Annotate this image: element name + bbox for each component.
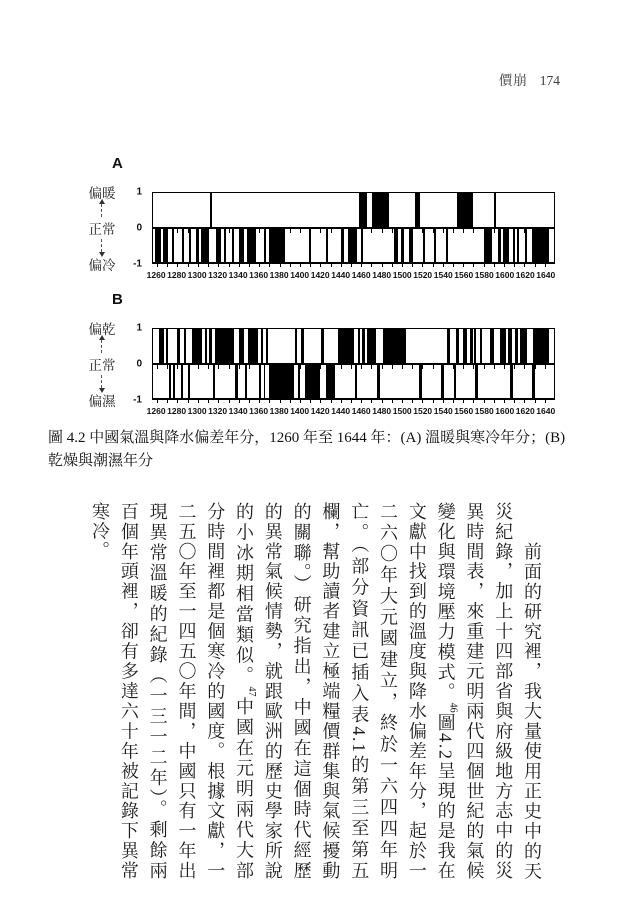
axis-tick — [402, 365, 403, 369]
axis-tick — [514, 263, 515, 267]
axis-tick — [361, 263, 362, 267]
axis-tick — [524, 365, 525, 369]
x-tick-label: 1320 — [208, 406, 228, 416]
anomaly-bar — [508, 329, 512, 364]
x-tick-label: 1280 — [167, 270, 187, 280]
axis-tick — [371, 263, 372, 267]
axis-tick — [177, 229, 178, 233]
axis-tick — [218, 365, 219, 369]
axis-tick — [269, 399, 270, 403]
anomaly-bar — [494, 193, 496, 228]
x-tick-label: 1360 — [249, 406, 269, 416]
axis-tick — [402, 399, 403, 403]
anomaly-bar — [215, 329, 233, 364]
axis-tick — [167, 263, 168, 267]
axis-tick — [188, 365, 189, 369]
anomaly-bar — [415, 193, 420, 228]
axis-tick — [433, 365, 434, 369]
axis-tick — [269, 365, 270, 369]
anomaly-bar — [447, 329, 450, 364]
axis-tick — [310, 365, 311, 369]
axis-tick — [280, 399, 281, 403]
axis-tick — [239, 229, 240, 233]
arrow-down-icon — [101, 375, 102, 388]
axis-tick — [320, 365, 321, 369]
axis-tick — [177, 399, 178, 403]
axis-tick — [167, 229, 168, 233]
x-tick-label: 1560 — [454, 406, 474, 416]
axis-tick — [157, 399, 158, 403]
chart-a-y-values — [126, 186, 144, 270]
axis-tick — [371, 399, 372, 403]
axis-tick — [290, 365, 291, 369]
footnote-reference: 47 — [246, 686, 258, 697]
anomaly-bar — [166, 329, 168, 364]
figure-caption-line-2: 乾燥與潮濕年分 — [48, 453, 154, 469]
axis-tick — [402, 263, 403, 267]
axis-tick — [167, 399, 168, 403]
arrow-up-icon — [101, 340, 102, 353]
axis-tick — [229, 263, 230, 267]
y-label-normal: 正常 — [88, 222, 116, 237]
axis-tick — [239, 263, 240, 267]
x-tick-label: 1340 — [228, 406, 248, 416]
axis-tick — [504, 365, 505, 369]
axis-tick — [392, 365, 393, 369]
chart-b-dry-band — [153, 329, 554, 364]
x-tick-label: 1460 — [351, 406, 371, 416]
axis-tick — [310, 399, 311, 403]
axis-tick — [208, 365, 209, 369]
axis-tick — [382, 229, 383, 233]
anomaly-bar — [192, 329, 202, 364]
y-value-zero: 0 — [136, 222, 142, 234]
arrow-up-icon — [101, 204, 102, 217]
running-header — [430, 69, 560, 89]
axis-tick — [545, 365, 546, 369]
axis-tick — [361, 229, 362, 233]
axis-tick — [463, 365, 464, 369]
axis-tick — [504, 229, 505, 233]
x-tick-label: 1460 — [351, 270, 371, 280]
anomaly-bar — [515, 329, 518, 364]
chart-b-y-axis — [84, 322, 120, 409]
axis-tick — [188, 399, 189, 403]
axis-tick — [453, 365, 454, 369]
y-value-minus-one: -1 — [133, 394, 142, 406]
axis-tick — [218, 229, 219, 233]
axis-tick — [218, 399, 219, 403]
x-tick-label: 1540 — [433, 270, 453, 280]
axis-tick — [259, 365, 260, 369]
chart-a-temperature — [0, 157, 634, 289]
anomaly-bar — [474, 329, 476, 364]
axis-tick — [473, 399, 474, 403]
axis-tick — [514, 399, 515, 403]
body-text-run: 圖4.2呈現的是我在文獻中找到的溫度與降水偏差年分，起於一二六〇年大元國建立，終於一六四四年明亡。（部分資訊已插入表4.1的第三至第五欄，幫助讀者建立極端糧價群集與氣候擾動的關聯。）研究指出，中國在這個時代經歷的異常氣候情勢，就跟歐洲的歷史學家所說的小冰期相當類似。 — [234, 502, 456, 882]
axis-tick — [208, 229, 209, 233]
axis-tick — [545, 229, 546, 233]
anomaly-bar — [266, 329, 268, 364]
axis-tick — [422, 399, 423, 403]
axis-tick — [300, 365, 301, 369]
axis-tick — [351, 399, 352, 403]
axis-tick — [412, 399, 413, 403]
axis-tick — [249, 263, 250, 267]
axis-tick — [433, 229, 434, 233]
y-value-zero: 0 — [136, 358, 142, 370]
x-tick-label: 1480 — [372, 406, 392, 416]
chart-a-x-tick-labels — [146, 270, 556, 281]
axis-tick — [463, 229, 464, 233]
axis-tick — [249, 365, 250, 369]
anomaly-bar — [295, 329, 297, 364]
axis-tick — [300, 229, 301, 233]
anomaly-bar — [456, 329, 459, 364]
axis-tick — [300, 263, 301, 267]
axis-tick — [208, 399, 209, 403]
axis-tick — [361, 365, 362, 369]
y-label-warm: 偏暖 — [88, 186, 116, 201]
anomaly-bar — [383, 329, 406, 364]
axis-tick — [371, 229, 372, 233]
axis-tick — [535, 229, 536, 233]
anomaly-bar — [533, 329, 549, 364]
axis-tick — [453, 229, 454, 233]
axis-tick — [484, 399, 485, 403]
axis-tick — [412, 229, 413, 233]
body-paragraph — [85, 502, 546, 881]
axis-tick — [382, 263, 383, 267]
axis-tick — [320, 399, 321, 403]
anomaly-bar — [463, 329, 467, 364]
x-tick-label: 1260 — [146, 406, 166, 416]
axis-tick — [412, 263, 413, 267]
anomaly-bar — [362, 329, 365, 364]
y-label-wet: 偏濕 — [88, 394, 116, 409]
body-text-run: 前面的研究裡，我大量使用正史中的天災紀錄，加上十四部省與府級地方志中的災異時間表，來重建元明兩代四個世紀的氣候變化與環境壓力模式。 — [435, 502, 542, 881]
x-tick-label: 1420 — [310, 270, 330, 280]
axis-tick — [382, 365, 383, 369]
x-tick-label: 1280 — [167, 406, 187, 416]
anomaly-bar — [457, 193, 473, 228]
chart-a-y-axis — [84, 186, 120, 273]
axis-tick — [443, 365, 444, 369]
axis-tick — [494, 365, 495, 369]
axis-tick — [198, 229, 199, 233]
chart-b-mid-ticks — [153, 365, 554, 370]
axis-tick — [269, 229, 270, 233]
axis-tick — [463, 399, 464, 403]
x-tick-label: 1440 — [331, 406, 351, 416]
chart-b-x-tick-labels — [146, 406, 556, 417]
axis-tick — [280, 229, 281, 233]
axis-tick — [157, 365, 158, 369]
axis-tick — [524, 263, 525, 267]
anomaly-bar — [261, 329, 263, 364]
axis-tick — [290, 229, 291, 233]
axis-tick — [177, 365, 178, 369]
axis-tick — [535, 399, 536, 403]
page-number: 174 — [539, 73, 560, 88]
axis-tick — [443, 229, 444, 233]
axis-tick — [249, 399, 250, 403]
anomaly-bar — [239, 329, 244, 364]
x-tick-label: 1400 — [290, 270, 310, 280]
axis-tick — [229, 365, 230, 369]
arrow-down-icon — [101, 239, 102, 252]
y-label-cold: 偏冷 — [88, 258, 116, 273]
axis-tick — [484, 229, 485, 233]
axis-tick — [239, 399, 240, 403]
x-tick-label: 1360 — [249, 270, 269, 280]
x-tick-label: 1300 — [187, 406, 207, 416]
anomaly-bar — [184, 329, 186, 364]
x-tick-label: 1600 — [495, 270, 515, 280]
axis-tick — [524, 399, 525, 403]
axis-tick — [545, 263, 546, 267]
axis-tick — [280, 263, 281, 267]
anomaly-bar — [210, 193, 212, 228]
x-tick-label: 1540 — [433, 406, 453, 416]
anomaly-bar — [520, 329, 527, 364]
axis-tick — [412, 365, 413, 369]
anomaly-bar — [248, 329, 258, 364]
axis-tick — [157, 229, 158, 233]
axis-tick — [494, 263, 495, 267]
axis-tick — [535, 263, 536, 267]
axis-tick — [331, 365, 332, 369]
anomaly-bar — [500, 329, 506, 364]
axis-tick — [259, 399, 260, 403]
x-tick-label: 1480 — [372, 270, 392, 280]
anomaly-bar — [177, 329, 179, 364]
axis-tick — [504, 263, 505, 267]
axis-tick — [341, 263, 342, 267]
axis-tick — [198, 365, 199, 369]
axis-tick — [310, 229, 311, 233]
axis-tick — [361, 399, 362, 403]
anomaly-bar — [301, 329, 304, 364]
x-tick-label: 1640 — [536, 406, 556, 416]
axis-tick — [157, 263, 158, 267]
axis-tick — [331, 229, 332, 233]
axis-tick — [280, 365, 281, 369]
axis-tick — [208, 263, 209, 267]
axis-tick — [239, 365, 240, 369]
x-tick-label: 1420 — [310, 406, 330, 416]
x-tick-label: 1340 — [228, 270, 248, 280]
figure-caption — [48, 427, 594, 473]
anomaly-bar — [372, 193, 388, 228]
axis-tick — [341, 399, 342, 403]
x-tick-label: 1440 — [331, 270, 351, 280]
axis-tick — [249, 229, 250, 233]
anomaly-bar — [470, 329, 473, 364]
axis-tick — [514, 365, 515, 369]
anomaly-bar — [205, 329, 207, 364]
axis-tick — [494, 229, 495, 233]
axis-tick — [392, 263, 393, 267]
axis-tick — [269, 263, 270, 267]
axis-tick — [433, 399, 434, 403]
x-tick-label: 1620 — [515, 406, 535, 416]
axis-tick — [351, 263, 352, 267]
axis-tick — [229, 229, 230, 233]
axis-tick — [514, 229, 515, 233]
axis-tick — [259, 263, 260, 267]
anomaly-bar — [321, 329, 324, 364]
axis-tick — [331, 263, 332, 267]
chart-a-plot — [152, 192, 555, 264]
footnote-reference: 46 — [447, 702, 459, 713]
chart-a-warm-band — [153, 193, 554, 228]
y-value-plus-one: 1 — [136, 186, 142, 198]
axis-tick — [382, 399, 383, 403]
axis-tick — [290, 399, 291, 403]
y-value-minus-one: -1 — [133, 258, 142, 270]
x-tick-label: 1380 — [269, 270, 289, 280]
chart-a-panel-label: A — [112, 155, 123, 172]
axis-tick — [473, 229, 474, 233]
x-tick-label: 1580 — [474, 270, 494, 280]
axis-tick — [341, 365, 342, 369]
axis-tick — [290, 263, 291, 267]
y-label-dry: 偏乾 — [88, 322, 116, 337]
axis-tick — [494, 399, 495, 403]
axis-tick — [229, 399, 230, 403]
axis-tick — [167, 365, 168, 369]
axis-tick — [524, 229, 525, 233]
x-tick-label: 1640 — [536, 270, 556, 280]
book-title: 價崩 — [498, 73, 528, 88]
axis-tick — [198, 399, 199, 403]
axis-tick — [484, 365, 485, 369]
figure-caption-line-1: 圖 4.2 中國氣溫與降水偏差年分，1260 年至 1644 年：(A) 溫暖與寒冷年分；(B) — [48, 430, 566, 446]
chart-b-plot — [152, 328, 555, 400]
x-tick-label: 1520 — [413, 406, 433, 416]
axis-tick — [188, 229, 189, 233]
axis-tick — [259, 229, 260, 233]
axis-tick — [484, 263, 485, 267]
anomaly-bar — [358, 329, 360, 364]
axis-tick — [402, 229, 403, 233]
x-tick-label: 1320 — [208, 270, 228, 280]
axis-tick — [473, 365, 474, 369]
axis-tick — [535, 365, 536, 369]
axis-tick — [443, 399, 444, 403]
anomaly-bar — [359, 193, 367, 228]
chart-a-bottom-ticks — [153, 263, 554, 268]
axis-tick — [188, 263, 189, 267]
axis-tick — [545, 399, 546, 403]
axis-tick — [392, 399, 393, 403]
x-tick-label: 1580 — [474, 406, 494, 416]
anomaly-bar — [367, 329, 376, 364]
anomaly-bar — [209, 329, 212, 364]
axis-tick — [422, 229, 423, 233]
x-tick-label: 1520 — [413, 270, 433, 280]
axis-tick — [320, 263, 321, 267]
x-tick-label: 1500 — [392, 270, 412, 280]
x-tick-label: 1560 — [454, 270, 474, 280]
axis-tick — [443, 263, 444, 267]
axis-tick — [300, 399, 301, 403]
anomaly-bar — [159, 329, 164, 364]
x-tick-label: 1300 — [187, 270, 207, 280]
axis-tick — [177, 263, 178, 267]
axis-tick — [473, 263, 474, 267]
axis-tick — [331, 399, 332, 403]
x-tick-label: 1500 — [392, 406, 412, 416]
axis-tick — [218, 263, 219, 267]
axis-tick — [392, 229, 393, 233]
anomaly-bar — [490, 329, 494, 364]
x-tick-label: 1400 — [290, 406, 310, 416]
axis-tick — [422, 263, 423, 267]
chart-b-panel-label: B — [112, 291, 123, 308]
x-tick-label: 1260 — [146, 270, 166, 280]
axis-tick — [351, 365, 352, 369]
axis-tick — [371, 365, 372, 369]
axis-tick — [320, 229, 321, 233]
anomaly-bar — [480, 329, 482, 364]
x-tick-label: 1620 — [515, 270, 535, 280]
axis-tick — [310, 263, 311, 267]
axis-tick — [433, 263, 434, 267]
axis-tick — [453, 399, 454, 403]
chart-b-bottom-ticks — [153, 399, 554, 404]
axis-tick — [504, 399, 505, 403]
axis-tick — [341, 229, 342, 233]
chart-a-mid-ticks — [153, 229, 554, 234]
x-tick-label: 1600 — [495, 406, 515, 416]
y-label-normal: 正常 — [88, 358, 116, 373]
y-value-plus-one: 1 — [136, 322, 142, 334]
anomaly-bar — [338, 329, 354, 364]
chart-b-precipitation — [0, 293, 634, 425]
axis-tick — [422, 365, 423, 369]
chart-b-y-values — [126, 322, 144, 406]
axis-tick — [351, 229, 352, 233]
x-tick-label: 1380 — [269, 406, 289, 416]
axis-tick — [453, 263, 454, 267]
body-text-run: 中國在元明兩代大部分時間裡都是個寒冷的國度。根據文獻，一二五〇年至一四五〇年間，中國只有一年出現異常溫暖的紀錄（一三一二年）。剩餘兩百個年頭裡，卻有多達六十年被記錄下異常寒冷。 — [90, 502, 255, 881]
axis-tick — [463, 263, 464, 267]
axis-tick — [198, 263, 199, 267]
